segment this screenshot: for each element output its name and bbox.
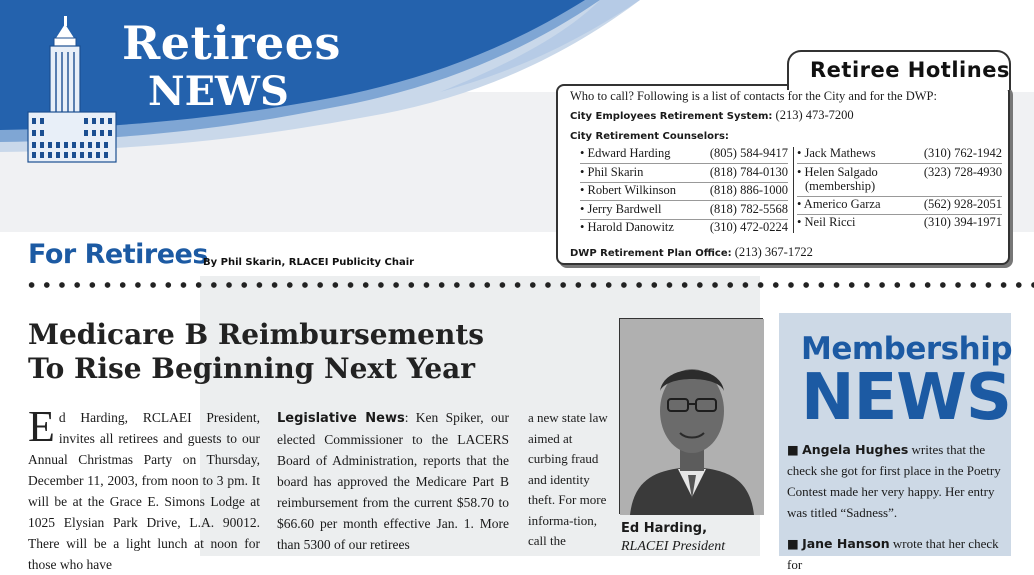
contact-phone: (310) 472-0224 xyxy=(709,220,788,234)
membership-item xyxy=(787,533,1005,575)
membership-title-line1: Membership xyxy=(801,331,1013,367)
item-name: Angela Hughes xyxy=(802,442,909,457)
hotlines-title: Retiree Hotlines xyxy=(810,58,1010,82)
contact-phone: (818) 784-0130 xyxy=(709,165,788,179)
contact-phone: (818) 782-5568 xyxy=(709,202,788,216)
item-text: wrote that her check for xyxy=(787,536,999,572)
contact-row xyxy=(797,215,1002,233)
contact-phone: (562) 928-2051 xyxy=(923,197,1002,211)
contact-name: • Helen Salgado xyxy=(797,165,878,179)
dwp-line xyxy=(570,245,813,260)
article-column-1 xyxy=(28,402,260,575)
item-name: Jane Hanson xyxy=(802,536,890,551)
contact-row xyxy=(797,165,1002,197)
column-1-text: d Harding, RCLAEI President, invites all retirees and guests to our Annual Christmas Party on Thursday, December 11, 2003, from noon to 3 pm. It will be at the Grace E. Simons Lodge at 1025 Elysian Park Drive, L.A. 90012. There will be a light lunch at noon for those who have xyxy=(28,410,260,572)
column-2-text: : Ken Spiker, our elected Commissioner to the LACERS Board of Administration, reports that the board has approved the Medicare Part B reimbursement from the current $58.70 to $66.60 per month effective Jan. 1. More than 5300 of our retirees xyxy=(277,410,509,552)
contact-row xyxy=(797,197,1002,215)
contact-row xyxy=(580,146,788,164)
contact-phone: (805) 584-9417 xyxy=(709,146,788,160)
item-bullet: ■ xyxy=(787,536,799,551)
system-label: City Employees Retirement System: xyxy=(570,111,773,122)
contact-name: • Neil Ricci xyxy=(797,215,856,229)
item-bullet: ■ xyxy=(787,442,799,457)
president-photo xyxy=(619,318,763,514)
contact-name: • Jerry Bardwell xyxy=(580,202,662,216)
contact-note: (membership) xyxy=(805,179,876,193)
contact-row xyxy=(580,183,788,201)
contact-row xyxy=(580,165,788,183)
membership-item xyxy=(787,439,1005,523)
dwp-label: DWP Retirement Plan Office: xyxy=(570,248,732,259)
contact-row xyxy=(580,202,788,220)
city-hall-tower-icon xyxy=(24,16,120,162)
item-text: writes that the check she got for first place in the Poetry Contest made her very happy. Her entry was titled “Sadness”. xyxy=(787,442,1001,520)
contact-row xyxy=(580,220,788,238)
dwp-phone: (213) 367-1722 xyxy=(734,245,813,259)
photo-caption-title: RLACEI President xyxy=(621,539,726,554)
masthead-title xyxy=(122,16,341,115)
contact-name: • Harold Danowitz xyxy=(580,220,674,234)
article-column-3: a new state law aimed at curbing fraud and identity theft. For more informa-tion, call the xyxy=(528,410,608,548)
contact-name: • Phil Skarin xyxy=(580,165,644,179)
article-column-2 xyxy=(277,407,509,555)
counselors-heading xyxy=(570,128,729,143)
contact-phone: (818) 886-1000 xyxy=(709,183,788,197)
membership-title-line2: NEWS xyxy=(801,361,1011,435)
contact-row xyxy=(797,146,1002,164)
masthead-title-line1: Retirees xyxy=(122,16,341,70)
legislative-news-lead: Legislative News xyxy=(277,411,405,426)
contacts-column-divider xyxy=(793,147,794,233)
headline-line2: To Rise Beginning Next Year xyxy=(28,352,476,385)
masthead-title-line2: NEWS xyxy=(148,68,289,115)
contact-name: • Robert Wilkinson xyxy=(580,183,677,197)
headline-line1: Medicare B Reimbursements xyxy=(28,318,485,351)
contact-phone: (310) 762-1942 xyxy=(923,146,1002,160)
contact-name: • Americo Garza xyxy=(797,197,881,211)
membership-news-title xyxy=(801,331,1013,435)
section-heading: For Retirees xyxy=(28,239,208,270)
hotlines-intro: Who to call? Following is a list of contacts for the City and for the DWP: xyxy=(570,89,937,103)
contact-name: • Edward Harding xyxy=(580,146,671,160)
portrait-image xyxy=(620,319,764,515)
counselors-label: City Retirement Counselors: xyxy=(570,131,729,142)
system-line xyxy=(570,108,854,123)
contact-name: • Jack Mathews xyxy=(797,146,876,160)
article-headline xyxy=(28,318,484,386)
drop-cap: E xyxy=(28,402,55,451)
contact-phone: (310) 394-1971 xyxy=(923,215,1002,229)
photo-caption-name: Ed Harding, xyxy=(621,521,708,536)
dotted-divider xyxy=(24,281,1034,289)
system-phone: (213) 473-7200 xyxy=(775,108,854,122)
section-byline: By Phil Skarin, RLACEI Publicity Chair xyxy=(203,257,415,268)
contact-phone: (323) 728-4930 xyxy=(923,165,1002,179)
